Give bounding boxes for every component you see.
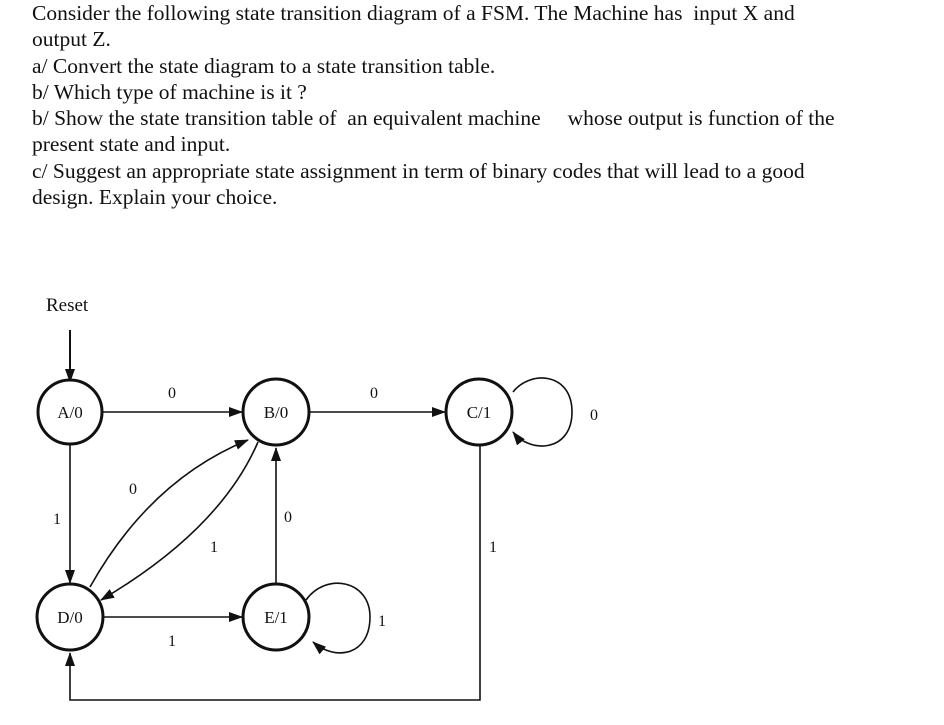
edge-b-to-d <box>101 442 258 600</box>
state-b-label: B/0 <box>263 403 289 422</box>
edge-label: 0 <box>590 407 598 424</box>
edge-label: 1 <box>210 539 218 556</box>
state-b <box>243 379 309 445</box>
edge-label: 1 <box>53 511 61 528</box>
question-line: present state and input. <box>32 132 231 157</box>
question-line: Consider the following state transition diagram of a FSM. The Machine has input X and <box>32 1 795 25</box>
edge-label: 0 <box>370 385 378 402</box>
question-line: design. Explain your choice. <box>32 185 278 210</box>
state-a-label: A/0 <box>57 403 83 422</box>
edge-e-self-loop <box>306 583 370 653</box>
state-e-label: E/1 <box>264 608 288 627</box>
edge-label: 1 <box>378 613 386 630</box>
question-line: c/ Suggest an appropriate state assignment in term of binary codes that will lead to a good <box>32 158 805 183</box>
state-c-label: C/1 <box>466 403 492 422</box>
edge-label: 1 <box>489 539 497 556</box>
question-line: a/ Convert the state diagram to a state transition table. <box>32 53 496 78</box>
edge-d-to-b <box>90 440 248 587</box>
edge-c-self-loop <box>513 378 572 446</box>
question-line: b/ Show the state transition table of an equivalent machine whose output is function of the <box>32 106 835 131</box>
state-a <box>38 380 102 444</box>
edge-label: 0 <box>129 481 137 498</box>
edge-label: 1 <box>168 633 176 650</box>
question-line: b/ Which type of machine is it ? <box>32 79 307 104</box>
question-line: output Z. <box>32 27 111 52</box>
edge-label: 0 <box>168 385 176 402</box>
state-d-label: D/0 <box>57 608 83 627</box>
edge-label: 0 <box>284 509 292 526</box>
state-d <box>37 584 103 650</box>
reset-label: Reset <box>46 295 89 316</box>
state-e <box>243 584 309 650</box>
state-c <box>446 379 512 445</box>
